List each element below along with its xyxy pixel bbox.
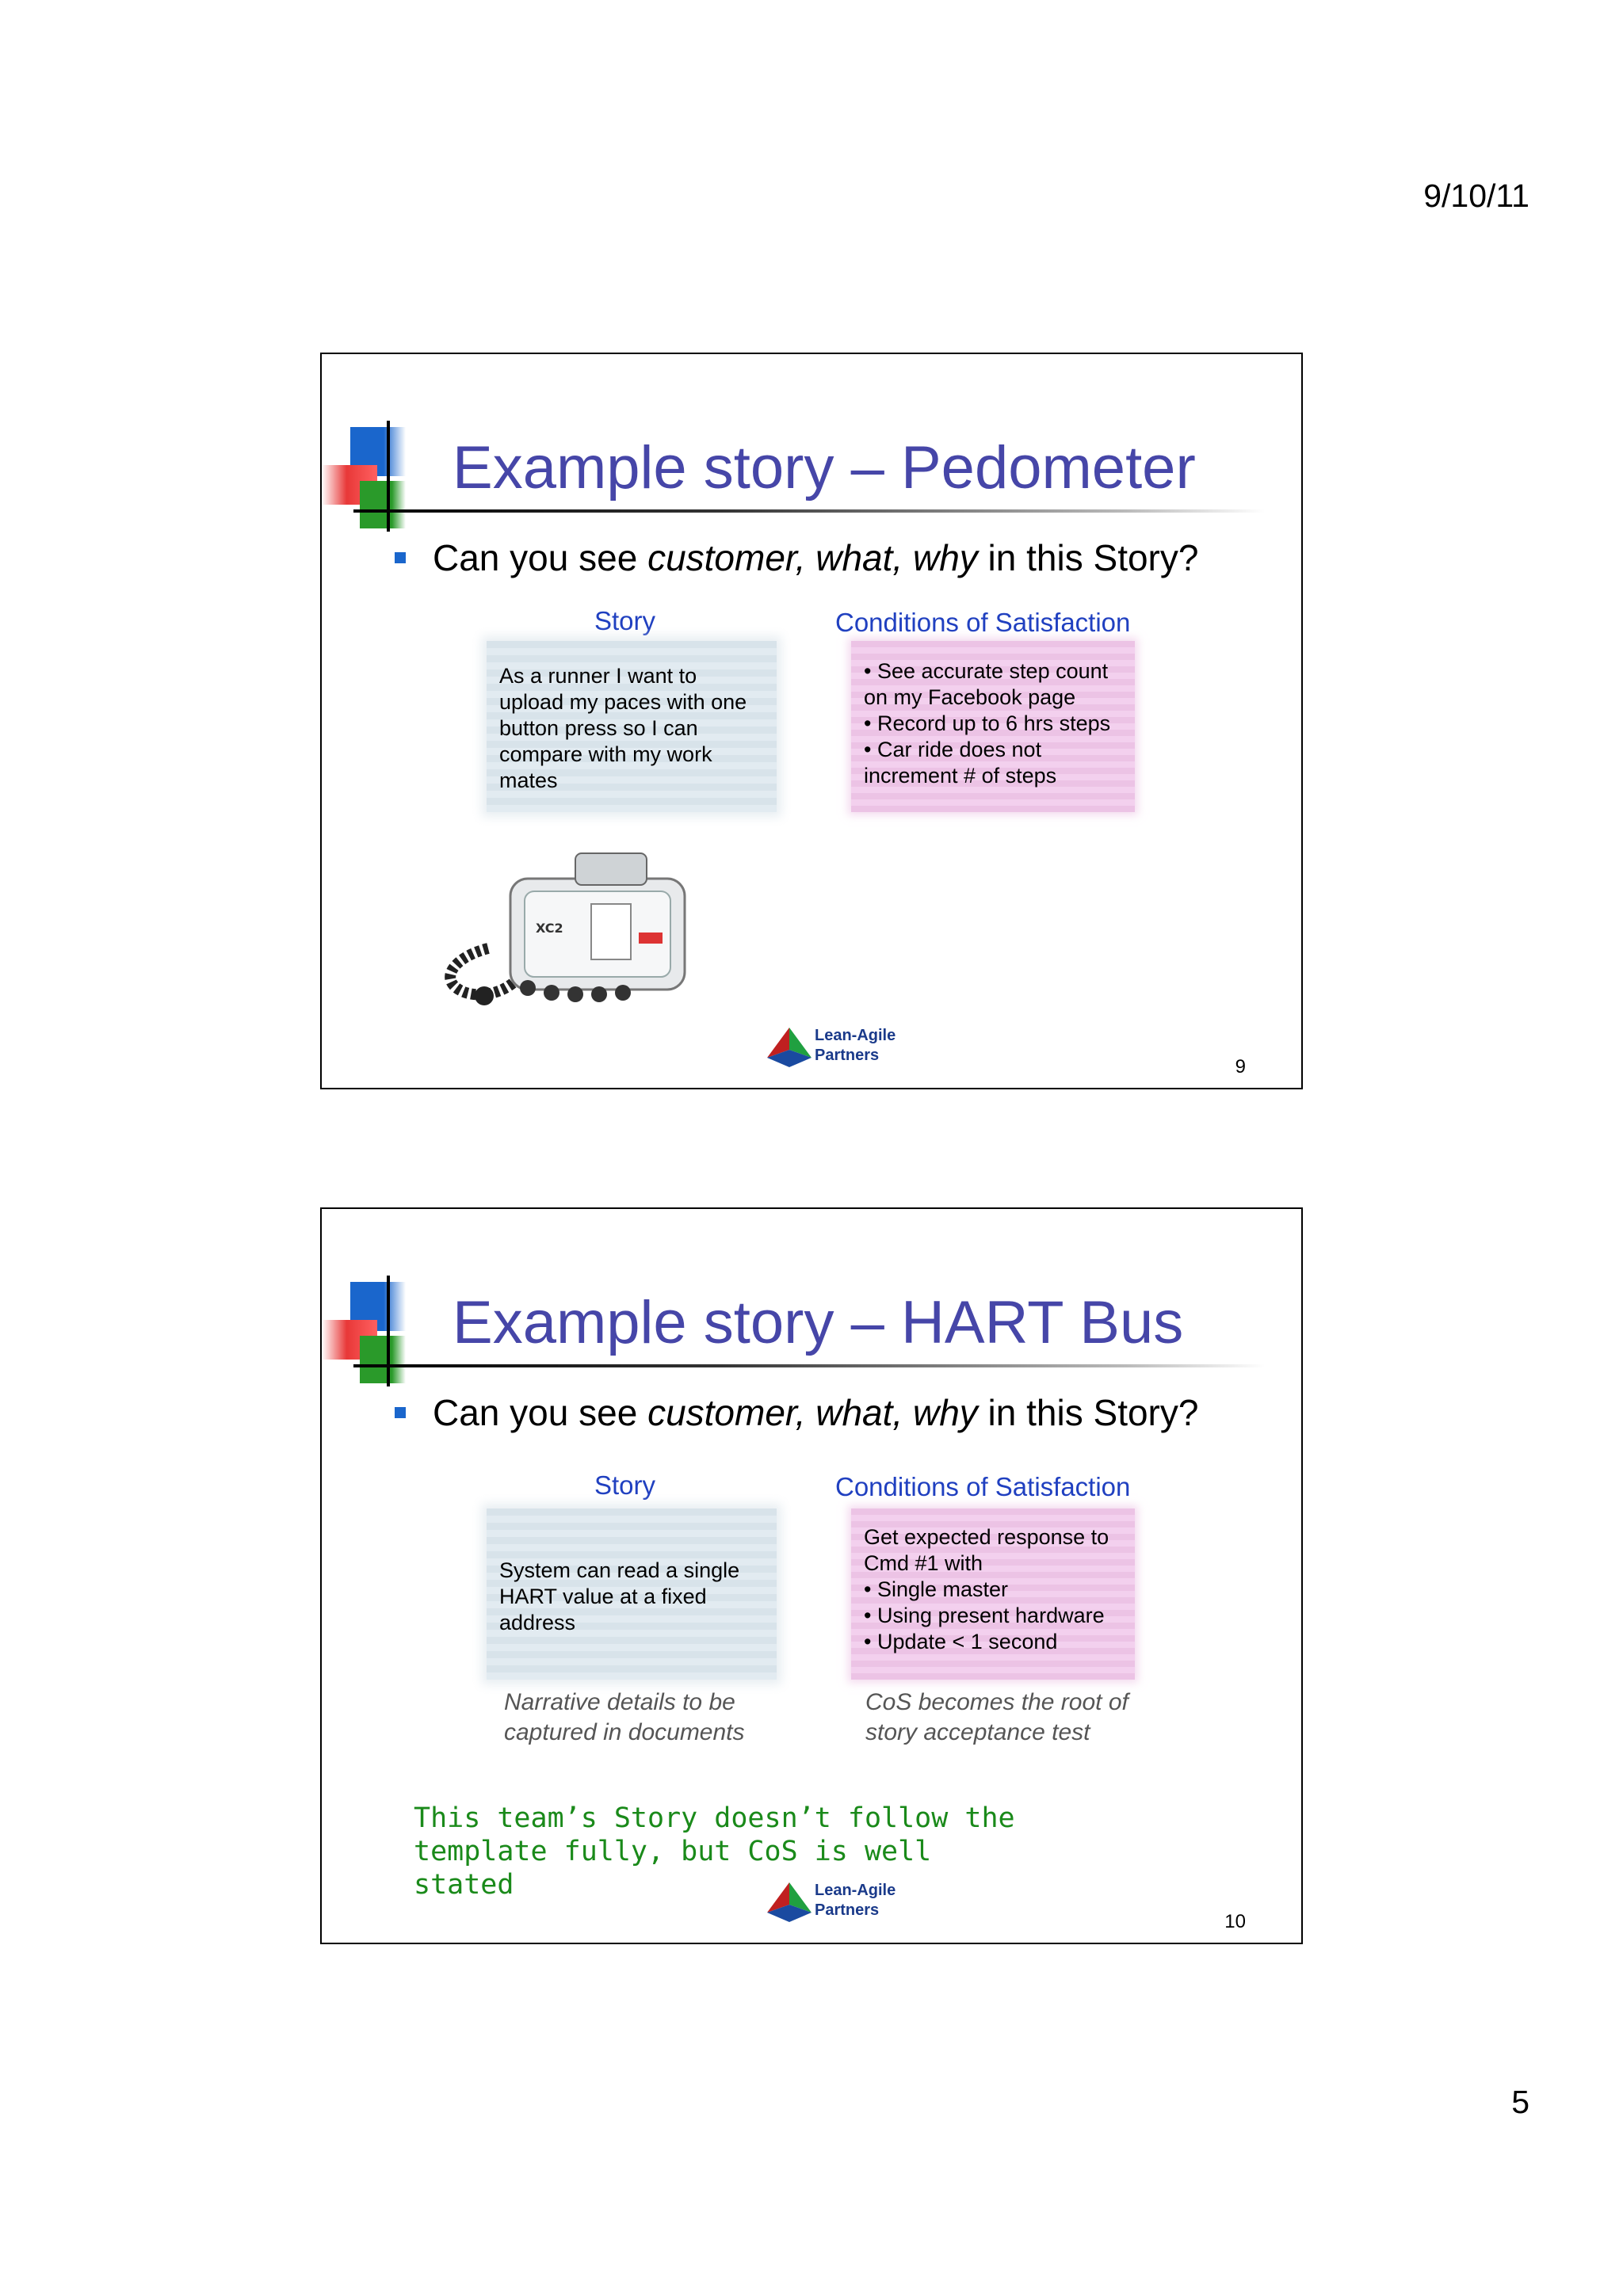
story-text: As a runner I want to upload my paces with one button press so I can compare with my work mates	[499, 664, 747, 792]
cos-line: Get expected response to Cmd #1 with	[864, 1525, 1109, 1575]
story-note: Narrative details to be captured in documents	[504, 1689, 745, 1745]
slide-title: Example story – HART Bus	[453, 1289, 1184, 1356]
slide-hart-bus	[320, 1207, 1303, 1944]
logo-line1: Lean-Agile	[815, 1882, 896, 1899]
bullet-square-icon	[395, 1407, 406, 1418]
corner-decoration	[322, 421, 449, 532]
story-heading: Story	[594, 1470, 656, 1500]
lean-agile-logo	[766, 1881, 924, 1925]
cos-heading: Conditions of Satisfaction	[835, 608, 1131, 637]
lean-agile-logo	[766, 1026, 924, 1070]
logo-line1: Lean-Agile	[815, 1027, 896, 1044]
cos-card	[851, 641, 1135, 812]
page-date: 9/10/11	[1423, 177, 1529, 214]
page-number: 5	[1511, 2084, 1529, 2120]
logo-line2: Partners	[815, 1047, 880, 1064]
question-bullet: Can you see customer, what, why in this Story?	[395, 536, 1198, 579]
cos-line: • Car ride does not increment # of steps	[864, 738, 1057, 788]
cos-card	[851, 1508, 1135, 1680]
story-text: System can read a single HART value at a fixed address	[499, 1558, 740, 1634]
slide-number: 10	[1224, 1911, 1246, 1932]
bullet-square-icon	[395, 552, 406, 563]
corner-decoration	[322, 1276, 449, 1386]
slide-pedometer	[320, 353, 1303, 1089]
slide-title: Example story – Pedometer	[453, 434, 1196, 502]
cos-note: CoS becomes the root of story acceptance test	[865, 1689, 1128, 1745]
team-comment: This team’s Story doesn’t follow the template fully, but CoS is well stated	[414, 1802, 1015, 1901]
cos-line: • Using present hardware	[864, 1604, 1105, 1627]
cos-line: • See accurate step count on my Facebook page	[864, 659, 1109, 709]
slide-number: 9	[1235, 1056, 1246, 1077]
cos-line: • Update < 1 second	[864, 1630, 1058, 1653]
pedometer-device-image	[441, 837, 702, 1012]
cos-line: • Record up to 6 hrs steps	[864, 711, 1111, 735]
logo-line2: Partners	[815, 1901, 880, 1919]
cos-heading: Conditions of Satisfaction	[835, 1472, 1131, 1501]
story-heading: Story	[594, 606, 656, 635]
story-card	[487, 1508, 777, 1680]
device-label: XC2	[536, 921, 563, 936]
question-bullet: Can you see customer, what, why in this Story?	[395, 1391, 1198, 1434]
story-card	[487, 641, 777, 812]
cos-line: • Single master	[864, 1577, 1009, 1601]
